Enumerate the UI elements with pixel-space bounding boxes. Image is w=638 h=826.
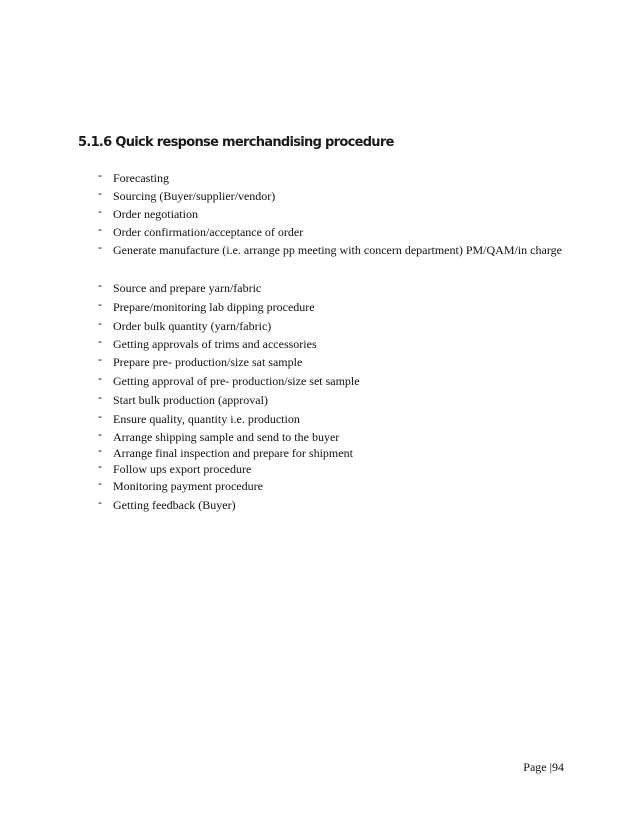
bullet-dash: - [98, 390, 102, 404]
list-item-text: Arrange final inspection and prepare for shipment [113, 446, 353, 460]
list-item-text: Arrange shipping sample and send to the buyer [113, 430, 340, 444]
list-item-text: Getting approval of pre- production/size set sample [113, 374, 360, 388]
list-item [98, 279, 563, 297]
list-item [98, 460, 563, 478]
bullet-dash: - [98, 278, 102, 292]
list-item [98, 241, 563, 259]
list-item [98, 372, 563, 390]
bullet-dash: - [98, 168, 102, 182]
bullet-dash: - [98, 371, 102, 385]
list-item-text: Ensure quality, quantity i.e. production [113, 412, 300, 426]
list-item [98, 477, 563, 495]
list-item-text: Generate manufacture (i.e. arrange pp meeting with concern department) PM/QAM/in charge [113, 243, 562, 257]
list-item [98, 317, 563, 335]
list-item [98, 187, 563, 205]
bullet-dash: - [98, 476, 102, 490]
section-heading: 5.1.6 Quick response merchandising procedure [78, 135, 394, 150]
bullet-dash: - [98, 316, 102, 330]
bullet-dash: - [98, 427, 102, 441]
list-item [98, 169, 563, 187]
list-item-text: Monitoring payment procedure [113, 479, 263, 493]
bullet-dash: - [98, 334, 102, 348]
list-item-text: Start bulk production (approval) [113, 393, 268, 407]
list-item-text: Order negotiation [113, 207, 198, 221]
list-item-text: Order confirmation/acceptance of order [113, 225, 304, 239]
list-item [98, 298, 563, 316]
list-item [98, 496, 563, 514]
list-item [98, 391, 563, 409]
page-number: Page |94 [523, 760, 564, 774]
list-item [98, 335, 563, 353]
list-item-text: Getting feedback (Buyer) [113, 498, 236, 512]
bullet-dash: - [98, 443, 102, 457]
list-item [98, 223, 563, 241]
list-item-text: Forecasting [113, 171, 169, 185]
list-item-text: Prepare/monitoring lab dipping procedure [113, 300, 315, 314]
list-item-text: Sourcing (Buyer/supplier/vendor) [113, 189, 276, 203]
list-item-text: Order bulk quantity (yarn/fabric) [113, 319, 272, 333]
list-item [98, 353, 563, 371]
list-item-text: Source and prepare yarn/fabric [113, 281, 262, 295]
list-item-text: Follow ups export procedure [113, 462, 252, 476]
bullet-dash: - [98, 222, 102, 236]
bullet-dash: - [98, 186, 102, 200]
list-item [98, 205, 563, 223]
bullet-dash: - [98, 240, 102, 254]
list-item-text: Prepare pre- production/size sat sample [113, 355, 303, 369]
list-item-text: Getting approvals of trims and accessories [113, 337, 317, 351]
bullet-dash: - [98, 352, 102, 366]
bullet-dash: - [98, 297, 102, 311]
bullet-dash: - [98, 409, 102, 423]
bullet-dash: - [98, 204, 102, 218]
list-item [98, 410, 563, 428]
bullet-dash: - [98, 495, 102, 509]
bullet-dash: - [98, 459, 102, 473]
